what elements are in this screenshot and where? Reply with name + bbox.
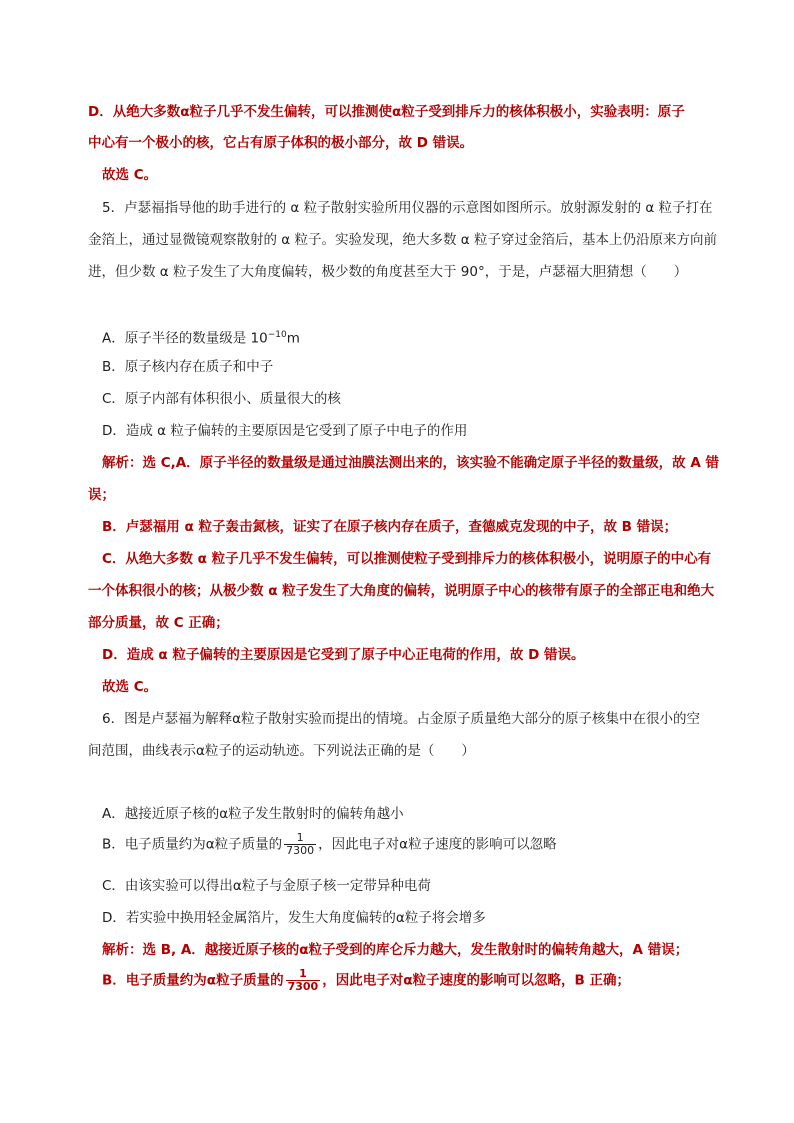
fraction-numerator: 1	[296, 831, 304, 844]
q6-option-b	[102, 832, 557, 857]
q5-explanation-line2: 误；	[88, 487, 115, 503]
q5-stem-line3: 进，但少数 α 粒子发生了大角度偏转，极少数的角度甚至大于 90°，于是，卢瑟福大胆猜想（ ）	[88, 264, 688, 280]
q6-explanation-fraction	[286, 968, 321, 993]
q6-option-d: D．若实验中换用轻金属箔片，发生大角度偏转的α粒子将会增多	[102, 910, 486, 926]
q5-option-a-exponent: −10	[267, 330, 287, 340]
fraction-numerator: 1	[299, 967, 307, 980]
q4-answer: 故选 C。	[102, 167, 158, 183]
q5-option-b: B．原子核内存在质子和中子	[102, 359, 274, 375]
q5-explanation-line4: C．从绝大多数 α 粒子几乎不发生偏转，可以推测使粒子受到排斥力的核体积极小，说明原子的中心有	[102, 551, 712, 567]
q6-option-b-prefix: B．电子质量约为α粒子质量的	[102, 836, 283, 853]
q6-stem-line2: 间范围，曲线表示α粒子的运动轨迹。下列说法正确的是（ ）	[88, 743, 475, 759]
fraction-denominator: 7300	[286, 844, 315, 857]
q6-explanation-line1: 解析：选 B, A．越接近原子核的α粒子受到的库仑斥力越大，发生散射时的偏转角越大，A 错误；	[102, 942, 689, 958]
q5-option-c: C．原子内部有体积很小、质量很大的核	[102, 391, 341, 407]
q6-explanation-line2	[102, 968, 630, 993]
fraction-denominator: 7300	[287, 980, 319, 993]
q5-option-d: D．造成 α 粒子偏转的主要原因是它受到了原子中电子的作用	[102, 423, 468, 439]
q4-option-d-explanation-line2: 中心有一个极小的核，它占有原子体积的极小部分，故 D 错误。	[88, 135, 474, 151]
q6-explanation-b-suffix: ，因此电子对α粒子速度的影响可以忽略，B 正确；	[322, 972, 630, 989]
q5-stem-line1: 5．卢瑟福指导他的助手进行的 α 粒子散射实验所用仪器的示意图如图所示。放射源发射的 α 粒子打在	[102, 200, 713, 216]
q5-explanation-line5: 一个体积很小的核；从极少数 α 粒子发生了大角度的偏转，说明原子中心的核带有原子的全部正电和绝大	[88, 583, 715, 599]
q5-option-a	[102, 326, 300, 348]
q5-answer: 故选 C。	[102, 679, 158, 695]
q5-stem-line2: 金箔上，通过显微镜观察散射的 α 粒子。实验发现，绝大多数 α 粒子穿过金箔后，基本上仍沿原来方向前	[88, 232, 717, 248]
q5-option-a-text: A．原子半径的数量级是 10	[102, 330, 268, 347]
q6-option-b-suffix: ，因此电子对α粒子速度的影响可以忽略	[318, 836, 557, 853]
q5-option-a-unit: m	[286, 330, 300, 347]
q6-option-b-fraction	[284, 832, 316, 857]
q6-option-a: A．越接近原子核的α粒子发生散射时的偏转角越小	[102, 806, 404, 822]
q4-option-d-explanation-line1: D．从绝大多数α粒子几乎不发生偏转，可以推测使α粒子受到排斥力的核体积极小，实验表明：原子	[88, 104, 685, 120]
q5-explanation-line7: D．造成 α 粒子偏转的主要原因是它受到了原子中心正电荷的作用，故 D 错误。	[102, 647, 585, 663]
q6-stem-line1: 6．图是卢瑟福为解释α粒子散射实验而提出的情境。占金原子质量绝大部分的原子核集中在很小的空	[102, 711, 700, 727]
q6-option-c: C．由该实验可以得出α粒子与金原子核一定带异种电荷	[102, 878, 431, 894]
q5-explanation-line6: 部分质量，故 C 正确；	[88, 615, 229, 631]
q5-explanation-line1: 解析：选 C,A．原子半径的数量级是通过油膜法测出来的，该实验不能确定原子半径的数量级，故 A 错	[102, 455, 720, 471]
q5-explanation-line3: B．卢瑟福用 α 粒子轰击氮核，证实了在原子核内存在质子，查德威克发现的中子，故 B 错误；	[102, 519, 678, 535]
q6-explanation-b-prefix: B．电子质量约为α粒子质量的	[102, 972, 284, 989]
